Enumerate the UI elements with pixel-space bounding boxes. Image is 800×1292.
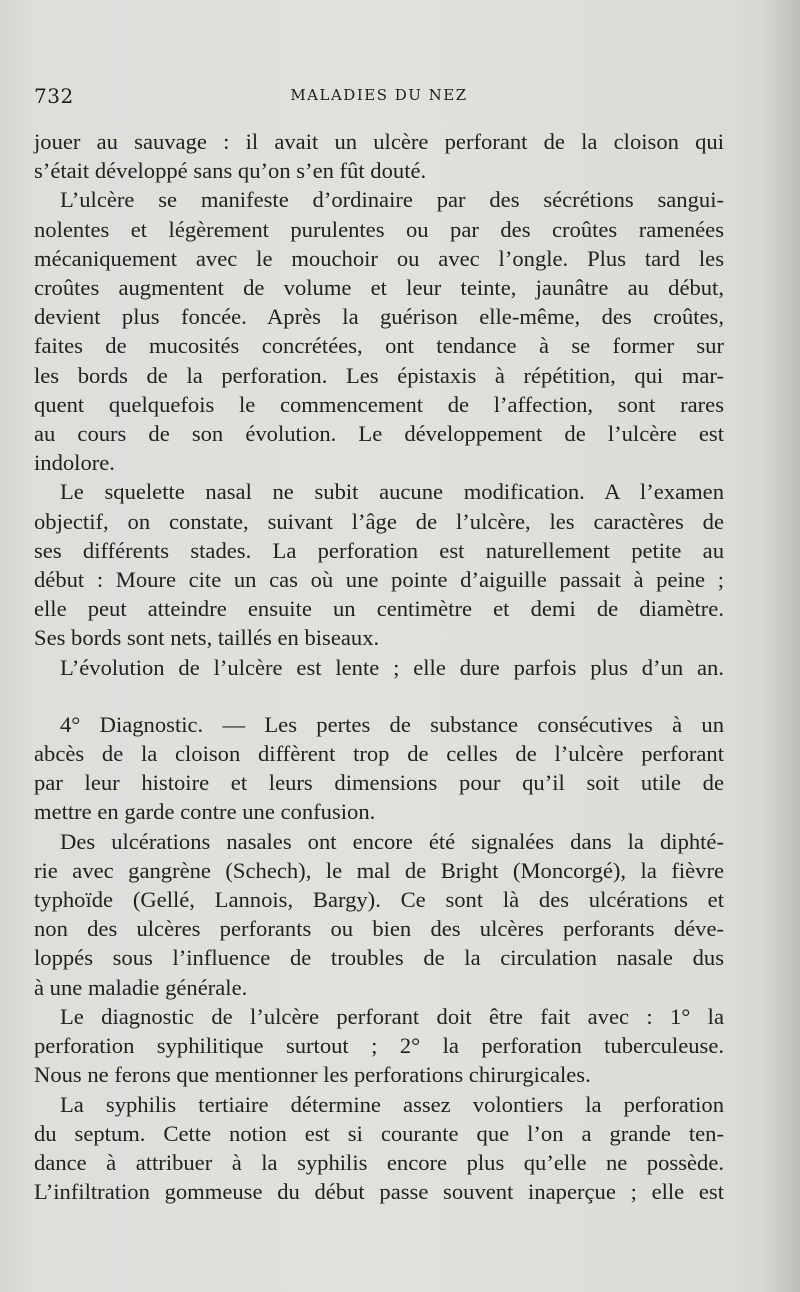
text-line: objectif, on constate, suivant l’âge de l’ulcère, les caractères de (34, 508, 724, 534)
text-line: s’était développé sans qu’on s’en fût douté. (34, 158, 427, 184)
text-line: à une maladie générale. (34, 974, 248, 1000)
text-line: mécaniquement avec le mouchoir ou avec l’ongle. Plus tard les (34, 245, 724, 271)
section-gap (34, 682, 724, 710)
text-line: Le squelette nasal ne subit aucune modification. A l’examen (60, 479, 724, 505)
text-line: dance à attribuer à la syphilis encore plus qu’elle ne possède. (34, 1149, 724, 1175)
text-line: quent quelquefois le commencement de l’affection, sont rares (34, 391, 724, 417)
text-line: Des ulcérations nasales ont encore été signalées dans la diphté- (60, 828, 724, 854)
text-line: L’infiltration gommeuse du début passe souvent inaperçue ; elle est (34, 1179, 724, 1205)
page-number: 732 (34, 84, 74, 108)
text-line: croûtes augmentent de volume et leur teinte, jaunâtre au début, (34, 275, 724, 301)
text-line: Nous ne ferons que mentionner les perforations chirurgicales. (34, 1062, 591, 1088)
text-line: La syphilis tertiaire détermine assez volontiers la perforation (60, 1091, 724, 1117)
text-line: faites de mucosités concrétées, ont tendance à se former sur (34, 333, 724, 359)
text-line: L’ulcère se manifeste d’ordinaire par des sécrétions sangui- (60, 187, 724, 213)
text-line: abcès de la cloison diffèrent trop de celles de l’ulcère perforant (34, 741, 724, 767)
text-line: non des ulcères perforants ou bien des ulcères perforants déve- (34, 916, 724, 942)
text-line: Le diagnostic de l’ulcère perforant doit être fait avec : 1° la (60, 1003, 724, 1029)
text-line: Ses bords sont nets, taillés en biseaux. (34, 625, 380, 651)
text-line: jouer au sauvage : il avait un ulcère perforant de la cloison qui (34, 129, 724, 154)
text-line: devient plus foncée. Après la guérison elle-même, des croûtes, (34, 304, 724, 330)
body-text (34, 127, 724, 1206)
text-line: les bords de la perforation. Les épistaxis à répétition, qui mar- (34, 362, 724, 388)
text-line: début : Moure cite un cas où une pointe d’aiguille passait à peine ; (34, 567, 724, 593)
text-line: L’évolution de l’ulcère est lente ; elle dure parfois plus d’un an. (60, 654, 724, 680)
text-line: ses différents stades. La perforation est naturellement petite au (34, 537, 724, 563)
section-heading-line: 4° Diagnostic. — Les pertes de substance consécutives à un (60, 711, 724, 737)
running-title: MALADIES DU NEZ (290, 86, 468, 104)
text-line: rie avec gangrène (Schech), le mal de Bright (Moncorgé), la fièvre (34, 857, 724, 883)
text-line: nolentes et légèrement purulentes ou par des croûtes ramenées (34, 216, 724, 242)
text-line: du septum. Cette notion est si courante que l’on a grande ten- (34, 1120, 724, 1146)
text-line: loppés sous l’influence de troubles de la circulation nasale dus (34, 945, 724, 971)
text-line: par leur histoire et leurs dimensions pour qu’il soit utile de (34, 770, 724, 796)
scan-shadow (766, 0, 800, 1292)
text-line: typhoïde (Gellé, Lannois, Bargy). Ce sont là des ulcérations et (34, 887, 724, 913)
text-line: au cours de son évolution. Le développement de l’ulcère est (34, 421, 724, 447)
text-line: indolore. (34, 450, 115, 476)
text-line: perforation syphilitique surtout ; 2° la perforation tuberculeuse. (34, 1033, 724, 1059)
running-head (34, 84, 724, 114)
text-line: mettre en garde contre une confusion. (34, 799, 376, 825)
text-line: elle peut atteindre ensuite un centimètre et demi de diamètre. (34, 596, 724, 622)
